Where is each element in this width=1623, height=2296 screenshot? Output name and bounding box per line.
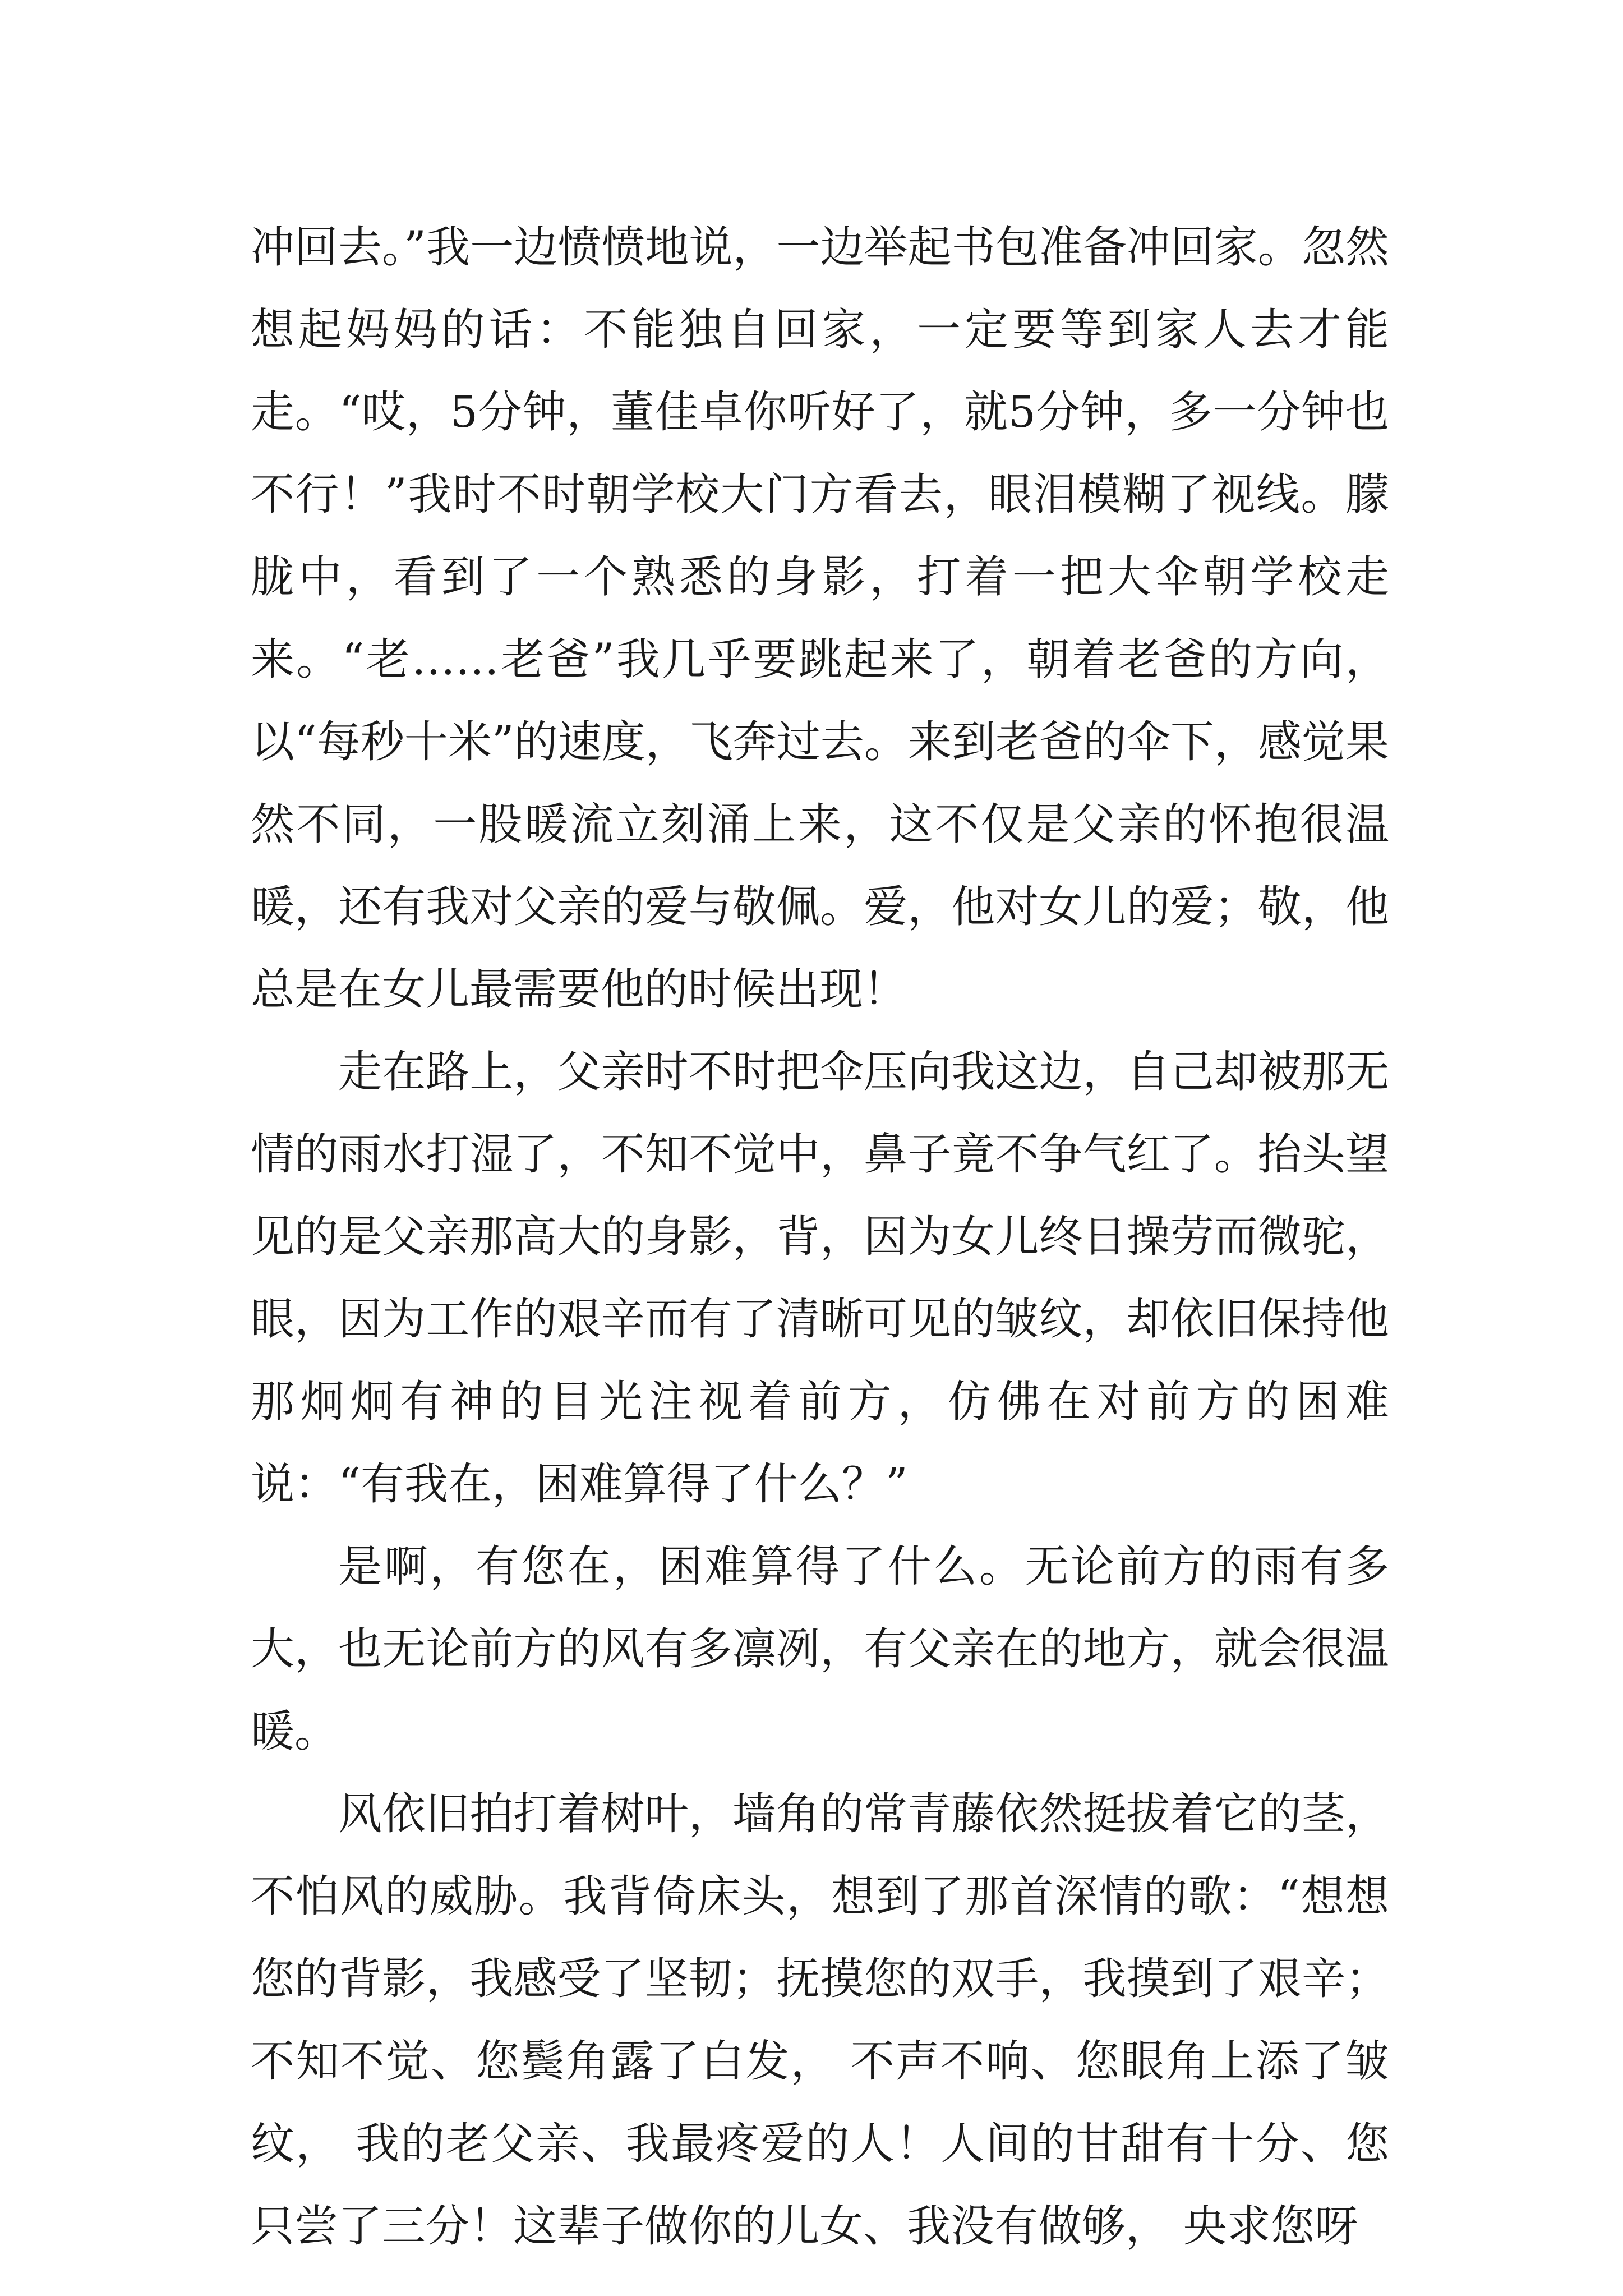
paragraph-3: 是啊，有您在，困难算得了什么。无论前方的雨有多大，也无论前方的风有多凛冽，有父亲在的地方，就会很温暖。 — [251, 1542, 1389, 1757]
document-body — [251, 206, 1389, 2268]
paragraph-2: 走在路上，父亲时不时把伞压向我这边，自己却被那无情的雨水打湿了，不知不觉中，鼻子竟不争气红了。抬头望见的是父亲那高大的身影，背，因为女儿终日操劳而微驼，眼，因为工作的艰辛而有了清晰可见的皱纹，却依旧保持他那炯炯有神的目光注视着前方，仿佛在对前方的困难说：“有我在，困难算得了什么？” — [251, 1047, 1389, 1510]
paragraph-1: 冲回去。”我一边愤愤地说，一边举起书包准备冲回家。忽然想起妈妈的话：不能独自回家，一定要等到家人去才能走。“哎，5分钟，董佳卓你听好了，就5分钟，多一分钟也不行！”我时不时朝学校大门方看去，眼泪模糊了视线。朦胧中，看到了一个熟悉的身影，打着一把大伞朝学校走来。“老……老爸”我几乎要跳起来了，朝着老爸的方向，以“每秒十米”的速度，飞奔过去。来到老爸的伞下，感觉果然不同，一股暖流立刻涌上来，这不仅是父亲的怀抱很温暖，还有我对父亲的爱与敬佩。爱，他对女儿的爱；敬，他总是在女儿最需要他的时候出现！ — [251, 222, 1389, 1015]
paragraph-4: 风依旧拍打着树叶，墙角的常青藤依然挺拔着它的茎，不怕风的威胁。我背倚床头，想到了那首深情的歌：“想想您的背影，我感受了坚韧；抚摸您的双手，我摸到了艰辛；不知不觉、您鬓角露了白发， 不声不响、您眼角上添了皱纹， 我的老父亲、我最疼爱的人！人间的甘甜有十分、您只尝了三分！这辈子做你的儿女、我没有做够， 央求您呀 — [251, 1789, 1389, 2252]
